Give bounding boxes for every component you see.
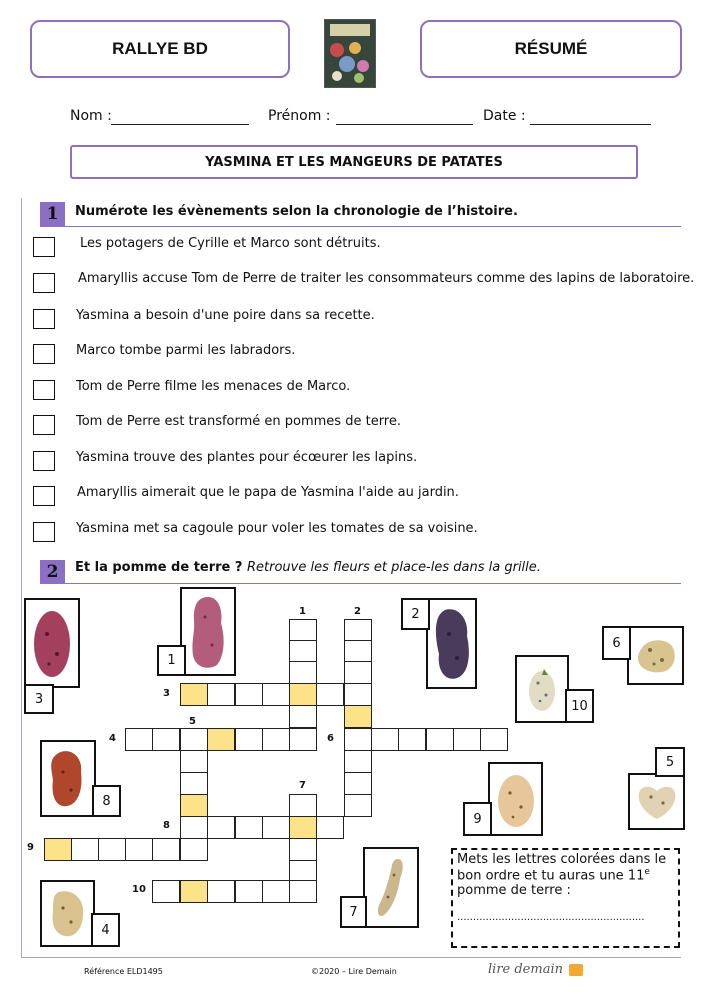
event-7-checkbox[interactable]	[33, 451, 55, 471]
resume-box	[420, 20, 682, 78]
crossword-cell[interactable]	[316, 816, 344, 839]
crossword-cell[interactable]	[180, 772, 208, 795]
crossword-cell[interactable]	[344, 683, 372, 706]
event-5-text: Tom de Perre filme les menaces de Marco.	[76, 379, 351, 394]
crossword-cell[interactable]	[125, 838, 153, 861]
potato-6-picture	[627, 626, 684, 685]
crossword-cell[interactable]	[289, 728, 317, 751]
potato-9-label: 9	[463, 802, 492, 836]
event-8-text: Amaryllis aimerait que le papa de Yasmina l'aide au jardin.	[77, 485, 459, 500]
crossword-cell-colored[interactable]	[180, 683, 208, 706]
grid-number-6: 6	[327, 733, 334, 744]
crossword-cell-colored[interactable]	[180, 880, 208, 903]
potato-9-picture	[488, 762, 543, 836]
section-2-instruction-bold: Et la pomme de terre ?	[75, 560, 243, 575]
potato-3-label: 3	[24, 684, 54, 714]
crossword-cell[interactable]	[344, 794, 372, 817]
crossword-cell[interactable]	[289, 838, 317, 861]
date-field[interactable]	[530, 124, 651, 125]
book-title-box	[70, 145, 638, 179]
crossword-cell[interactable]	[289, 661, 317, 684]
section-2-instruction-italic: Retrouve les fleurs et place-les dans la grille.	[246, 560, 541, 575]
grid-number-1: 1	[299, 606, 306, 617]
footer-line	[21, 957, 681, 958]
potato-2-label: 2	[401, 598, 430, 630]
final-instruction-a: Mets les lettres colorées dans le bon ordre et tu auras une 11	[457, 852, 667, 884]
section-2-underline	[40, 583, 681, 584]
book-title: YASMINA ET LES MANGEURS DE PATATES	[205, 154, 503, 170]
potato-5-label: 5	[655, 747, 685, 777]
crossword-cell[interactable]	[125, 728, 153, 751]
book-cover-image	[324, 19, 376, 88]
section-1-underline	[40, 226, 681, 227]
crossword-cell[interactable]	[480, 728, 508, 751]
final-instruction-b: pomme de terre :	[457, 883, 571, 899]
nom-field[interactable]	[111, 124, 249, 125]
crossword-cell[interactable]	[235, 880, 263, 903]
footer-reference: Référence ELD1495	[84, 967, 163, 976]
crossword-cell[interactable]	[344, 728, 372, 751]
crossword-cell[interactable]	[207, 816, 235, 839]
crossword-cell-colored[interactable]	[44, 838, 72, 861]
crossword-cell[interactable]	[152, 728, 180, 751]
crossword-cell-colored[interactable]	[180, 794, 208, 817]
crossword-cell[interactable]	[262, 880, 290, 903]
event-4-checkbox[interactable]	[33, 344, 55, 364]
crossword-cell[interactable]	[289, 619, 317, 642]
left-margin-line	[21, 198, 22, 958]
crossword-cell[interactable]	[344, 619, 372, 642]
event-6-text: Tom de Perre est transformé en pommes de terre.	[76, 414, 401, 429]
rallye-bd-label: RALLYE BD	[112, 39, 208, 58]
crossword-cell-colored[interactable]	[344, 705, 372, 728]
potato-6-label: 6	[602, 626, 631, 660]
section-2-number: 2	[40, 560, 65, 584]
crossword-cell[interactable]	[316, 683, 344, 706]
footer-brand-text: lire demain	[488, 962, 563, 977]
section-1-instruction: Numérote les évènements selon la chronologie de l’histoire.	[75, 204, 518, 219]
crossword-cell[interactable]	[453, 728, 481, 751]
crossword-cell[interactable]	[180, 838, 208, 861]
nom-label: Nom :	[70, 108, 112, 124]
potato-5-picture	[628, 773, 685, 830]
crossword-cell[interactable]	[98, 838, 126, 861]
event-2-text: Amaryllis accuse Tom de Perre de traiter les consommateurs comme des lapins de laboratoire.	[78, 271, 695, 286]
section-1-number: 1	[40, 202, 65, 226]
crossword-cell[interactable]	[344, 661, 372, 684]
grid-number-9: 9	[27, 842, 34, 853]
crossword-cell[interactable]	[235, 683, 263, 706]
grid-number-4: 4	[109, 733, 116, 744]
potato-1-label: 1	[157, 645, 186, 676]
crossword-cell[interactable]	[289, 640, 317, 663]
final-answer-dots[interactable]: ...........................................................	[457, 912, 645, 924]
potato-4-picture	[40, 880, 95, 947]
crossword-cell[interactable]	[180, 728, 208, 751]
event-9-checkbox[interactable]	[33, 522, 55, 542]
crossword-cell[interactable]	[398, 728, 426, 751]
crossword-cell[interactable]	[371, 728, 399, 751]
potato-7-label: 7	[340, 896, 367, 928]
footer-brand	[488, 962, 583, 977]
crossword-cell-colored[interactable]	[289, 683, 317, 706]
potato-7-picture	[363, 847, 419, 928]
crossword-cell[interactable]	[289, 794, 317, 817]
potato-1-picture	[180, 587, 236, 676]
event-2-checkbox[interactable]	[33, 273, 55, 293]
potato-10-label: 10	[565, 689, 594, 723]
crossword-cell[interactable]	[180, 816, 208, 839]
event-3-checkbox[interactable]	[33, 309, 55, 329]
resume-label: RÉSUMÉ	[514, 39, 588, 58]
event-4-text: Marco tombe parmi les labradors.	[76, 343, 296, 358]
grid-number-8: 8	[163, 820, 170, 831]
final-instruction-sup: e	[644, 867, 650, 877]
prenom-field[interactable]	[336, 124, 473, 125]
crossword-cell[interactable]	[262, 683, 290, 706]
crossword-cell[interactable]	[235, 816, 263, 839]
crossword-cell[interactable]	[262, 728, 290, 751]
grid-number-3: 3	[163, 688, 170, 699]
rallye-bd-box	[30, 20, 290, 78]
event-1-checkbox[interactable]	[33, 237, 55, 257]
event-5-checkbox[interactable]	[33, 380, 55, 400]
potato-2-picture	[426, 598, 477, 689]
book-icon	[569, 964, 583, 976]
crossword-cell[interactable]	[344, 772, 372, 795]
final-answer-box	[451, 848, 680, 948]
grid-number-10: 10	[132, 884, 146, 895]
footer-copyright: ©2020 – Lire Demain	[311, 967, 397, 976]
event-1-text: Les potagers de Cyrille et Marco sont détruits.	[80, 236, 381, 251]
potato-10-picture	[515, 655, 569, 723]
crossword-cell[interactable]	[289, 705, 317, 728]
event-8-checkbox[interactable]	[33, 486, 55, 506]
crossword-cell[interactable]	[344, 750, 372, 773]
event-7-text: Yasmina trouve des plantes pour écœurer les lapins.	[76, 450, 418, 465]
crossword-cell[interactable]	[152, 880, 180, 903]
potato-3-picture	[24, 598, 80, 688]
potato-8-picture	[40, 740, 96, 817]
crossword-cell[interactable]	[207, 683, 235, 706]
potato-4-label: 4	[91, 913, 120, 947]
date-label: Date :	[483, 108, 526, 124]
grid-number-7: 7	[299, 780, 306, 791]
prenom-label: Prénom :	[268, 108, 331, 124]
section-2-instruction	[75, 560, 541, 575]
crossword-cell[interactable]	[235, 728, 263, 751]
crossword-cell[interactable]	[344, 640, 372, 663]
event-6-checkbox[interactable]	[33, 415, 55, 435]
crossword-cell[interactable]	[207, 880, 235, 903]
crossword-cell[interactable]	[262, 816, 290, 839]
crossword-cell[interactable]	[71, 838, 99, 861]
crossword-cell[interactable]	[426, 728, 454, 751]
crossword-cell[interactable]	[289, 880, 317, 903]
crossword-cell-colored[interactable]	[289, 816, 317, 839]
potato-8-label: 8	[92, 785, 121, 817]
crossword-cell[interactable]	[180, 750, 208, 773]
crossword-cell-colored[interactable]	[207, 728, 235, 751]
grid-number-5: 5	[189, 716, 196, 727]
crossword-cell[interactable]	[152, 838, 180, 861]
event-3-text: Yasmina a besoin d'une poire dans sa recette.	[76, 308, 375, 323]
event-9-text: Yasmina met sa cagoule pour voler les tomates de sa voisine.	[76, 521, 478, 536]
grid-number-2: 2	[354, 606, 361, 617]
